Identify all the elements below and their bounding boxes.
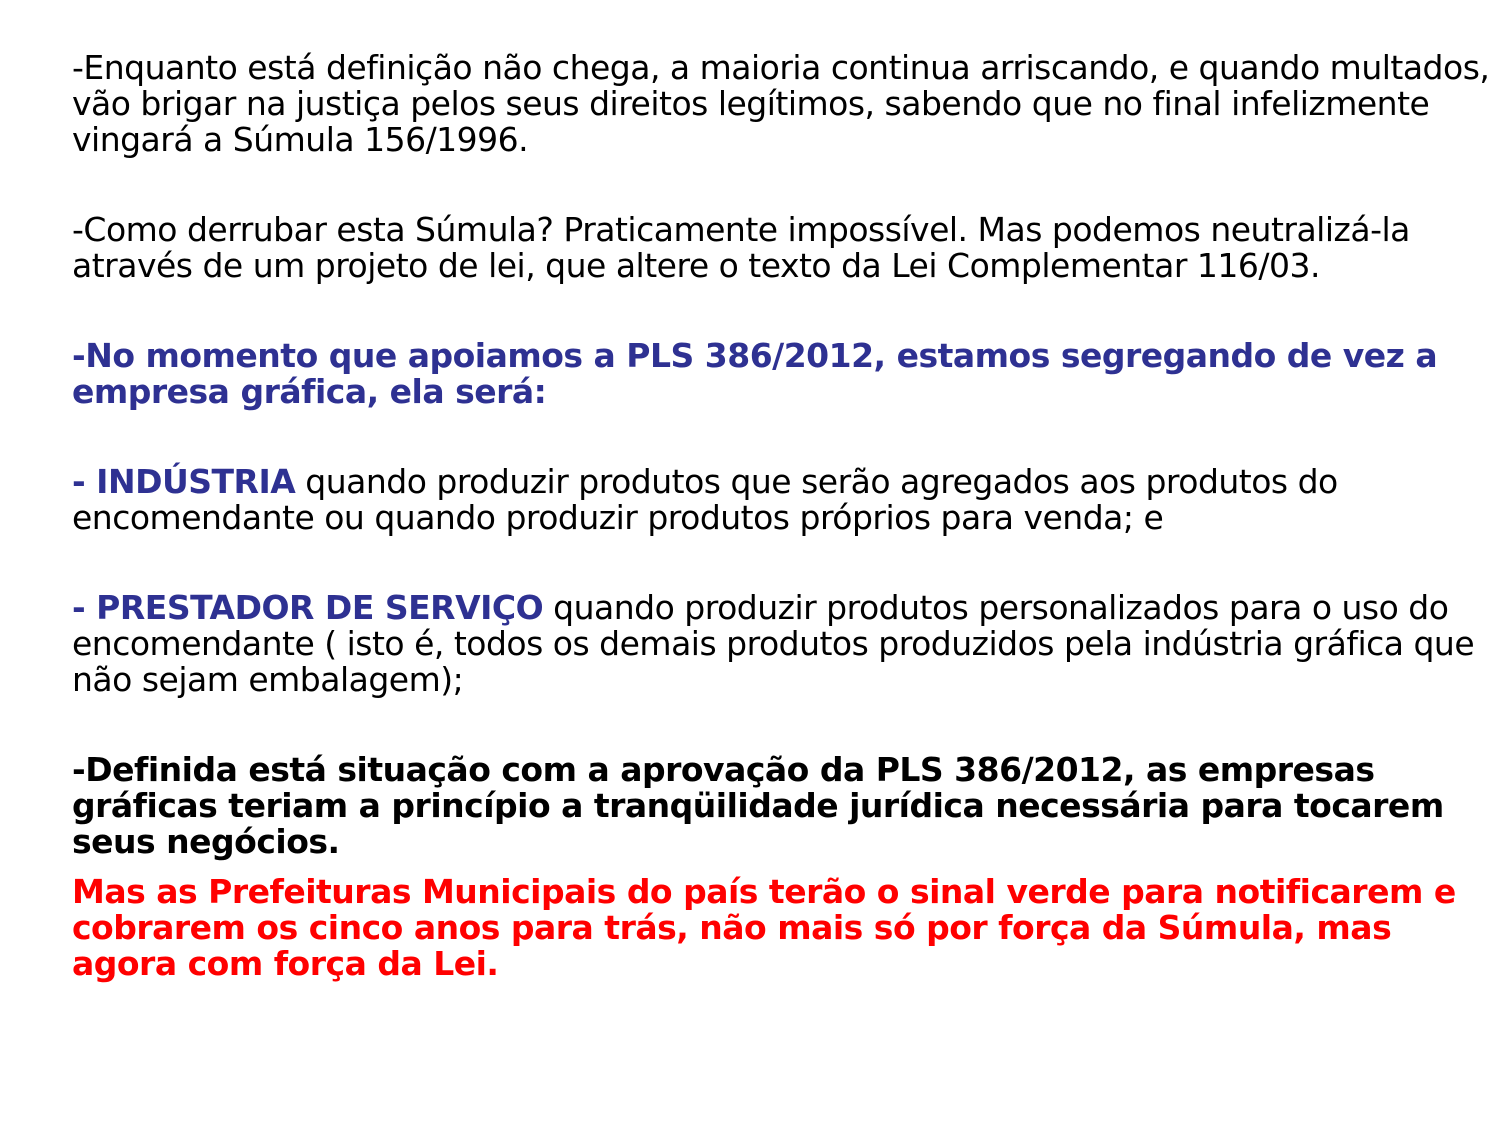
- slide-body: [72, 50, 1490, 982]
- prestador-servico-label: - PRESTADOR DE SERVIÇO: [72, 588, 544, 627]
- paragraph-industria: [72, 464, 1490, 536]
- paragraph-prefeituras-warning: Mas as Prefeituras Municipais do país terão o sinal verde para notificarem e cobrarem os cinco anos para trás, não mais só por força da Súmula, mas agora com força da Lei.: [72, 872, 1456, 983]
- industria-description: quando produzir produtos que serão agregados aos produtos do encomendante ou quando produzir produtos próprios para venda; e: [72, 462, 1338, 537]
- prestador-servico-description: quando produzir produtos personalizados para o uso do encomendante ( isto é, todos os demais produtos produzidos pela indústria gráfica que não sejam embalagem);: [72, 588, 1475, 699]
- paragraph-definida-situacao: -Definida está situação com a aprovação da PLS 386/2012, as empresas gráficas teriam a princípio a tranqüilidade jurídica necessária para tocarem seus negócios.: [72, 750, 1444, 861]
- paragraph-derrubar-sumula: -Como derrubar esta Súmula? Praticamente impossível. Mas podemos neutralizá-la através de um projeto de lei, que altere o texto da Lei Complementar 116/03.: [72, 210, 1410, 285]
- paragraph-prestador-servico: [72, 590, 1490, 698]
- paragraph-pls-segregation: -No momento que apoiamos a PLS 386/2012, estamos segregando de vez a empresa gráfica, ela será:: [72, 336, 1438, 411]
- paragraph-sumula-risk: -Enquanto está definição não chega, a maioria continua arriscando, e quando multados, vão brigar na justiça pelos seus direitos legítimos, sabendo que no final infelizmente vingará a Súmula 156/1996.: [72, 48, 1490, 159]
- industria-label: - INDÚSTRIA: [72, 462, 296, 501]
